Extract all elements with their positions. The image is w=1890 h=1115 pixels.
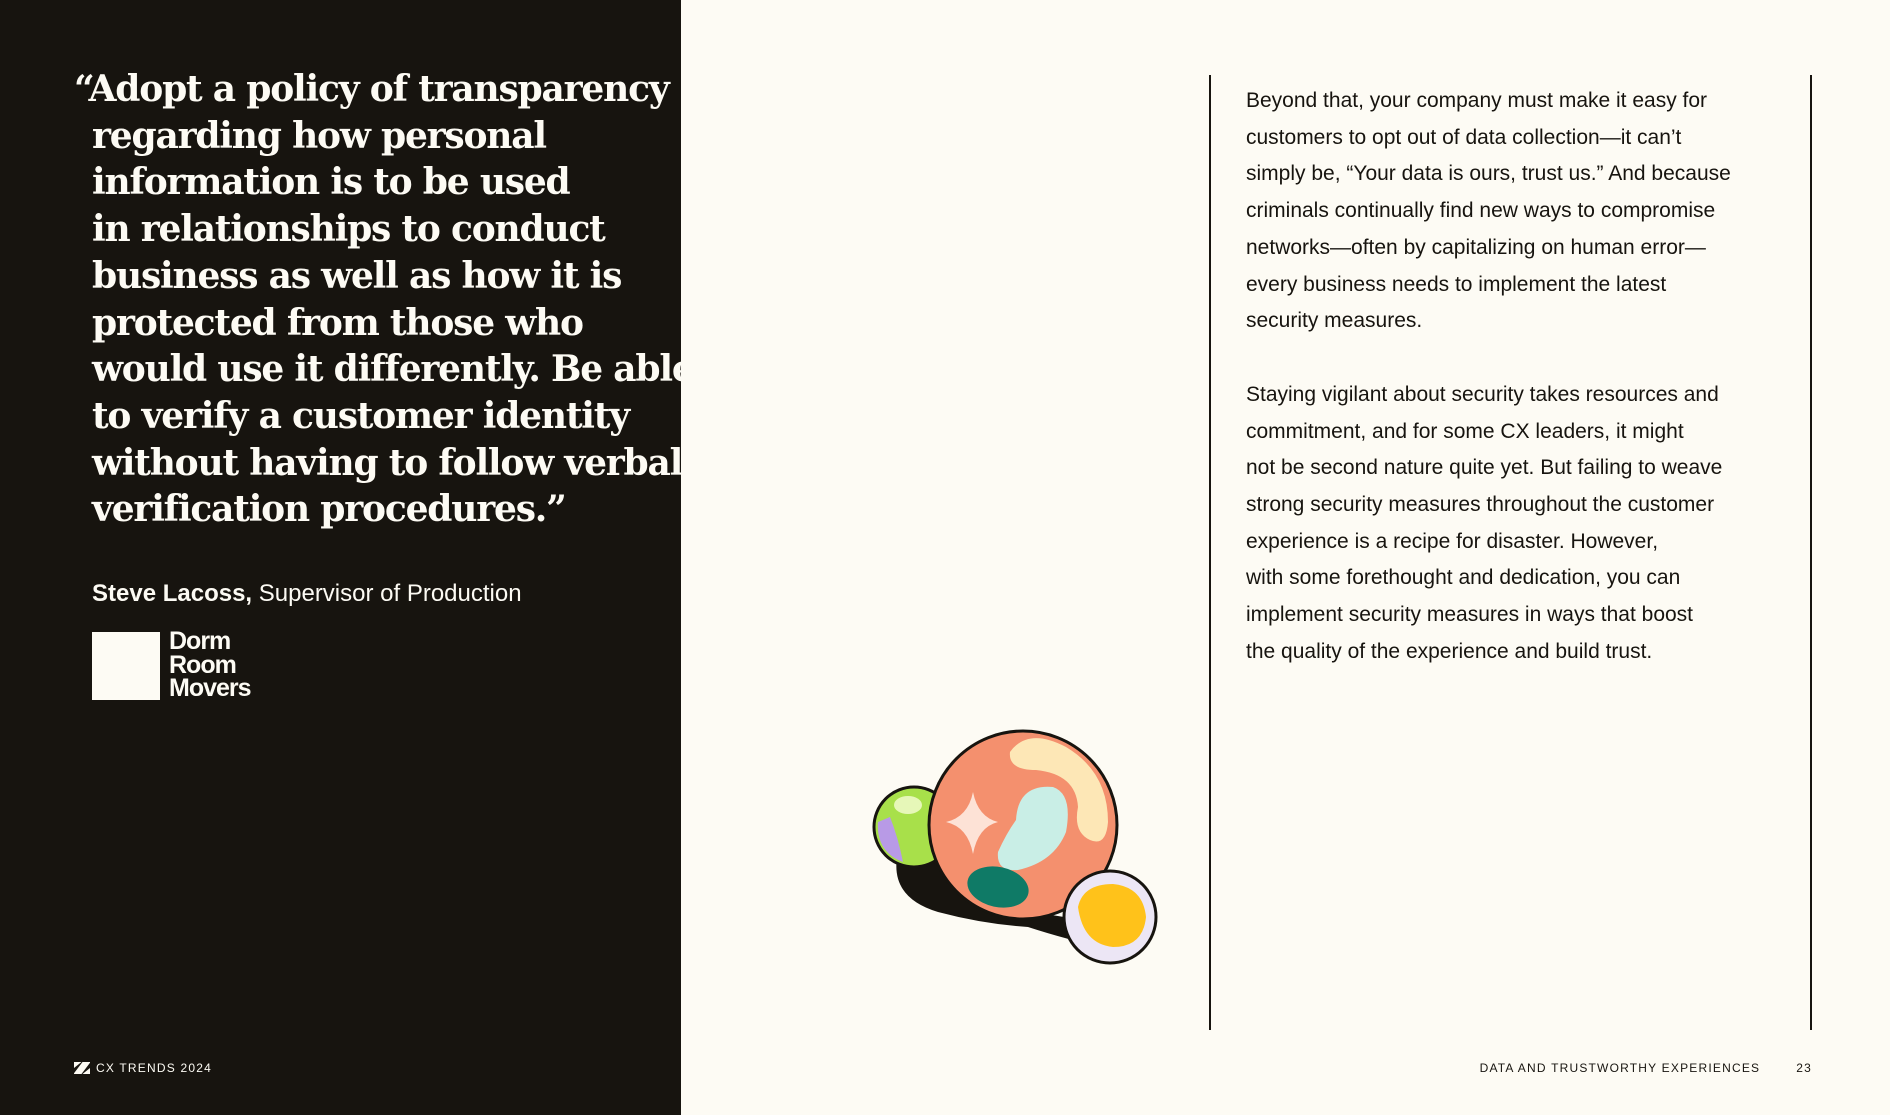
body-line: not be second nature quite yet. But failing to weave [1246,456,1723,480]
body-paragraph [1246,377,1786,671]
zendesk-logo-icon [74,1062,90,1074]
footer-section [1480,1061,1812,1075]
quote-line: business as well as how it is [92,254,622,297]
logo-line: Dorm [169,627,231,655]
quote-line: without having to follow verbal [92,441,683,484]
green-marble-highlight [894,796,922,814]
body-line: networks—often by capitalizing on human error— [1246,235,1706,259]
body-line: simply be, “Your data is ours, trust us.” And because [1246,162,1731,186]
body-line: experience is a recipe for disaster. However, [1246,529,1659,553]
quote-line: information is to be used [92,161,570,204]
quote-line: protected from those who [92,301,583,344]
quote-line: would use it differently. Be able [92,348,694,391]
footer-brand-label: CX TRENDS 2024 [96,1061,212,1075]
column-divider-left [1209,75,1211,1030]
body-line: strong security measures throughout the customer [1246,493,1715,517]
body-paragraph [1246,83,1786,340]
body-line: criminals continually find new ways to compromise [1246,199,1716,223]
pull-quote [74,66,694,533]
quote-line: regarding how personal [92,114,546,157]
body-line: implement security measures in ways that boost [1246,603,1694,627]
attribution-name: Steve Lacoss, [92,580,253,607]
quote-line: to verify a customer identity [92,394,629,437]
body-line: the quality of the experience and build trust. [1246,639,1653,663]
quote-attribution [92,580,522,608]
body-line: commitment, and for some CX leaders, it might [1246,419,1684,443]
body-line: every business needs to implement the latest [1246,272,1667,296]
quote-line: “Adopt a policy of transparency [74,68,669,110]
logo-wordmark [169,627,289,702]
footer-section-title: DATA AND TRUSTWORTHY EXPERIENCES [1479,1061,1761,1075]
body-column [1246,83,1786,708]
column-divider-right [1810,75,1812,1030]
page-number: 23 [1796,1061,1812,1075]
quote-line: in relationships to conduct [92,208,605,251]
quote-panel [0,0,694,1115]
logo-mark [92,632,160,700]
body-line: Staying vigilant about security takes resources and [1246,382,1719,406]
body-line: customers to opt out of data collection—it can’t [1246,125,1682,149]
logo-line: Movers [169,674,251,702]
logo-line: Room [169,650,236,679]
marbles-illustration [868,712,1168,992]
attribution-title: Supervisor of Production [258,580,522,607]
footer-brand [74,1061,212,1075]
body-line: with some forethought and dedication, you can [1246,566,1681,590]
quote-line: verification procedures.” [92,488,566,531]
body-line: Beyond that, your company must make it easy for [1246,89,1708,112]
body-line: security measures. [1246,309,1423,333]
